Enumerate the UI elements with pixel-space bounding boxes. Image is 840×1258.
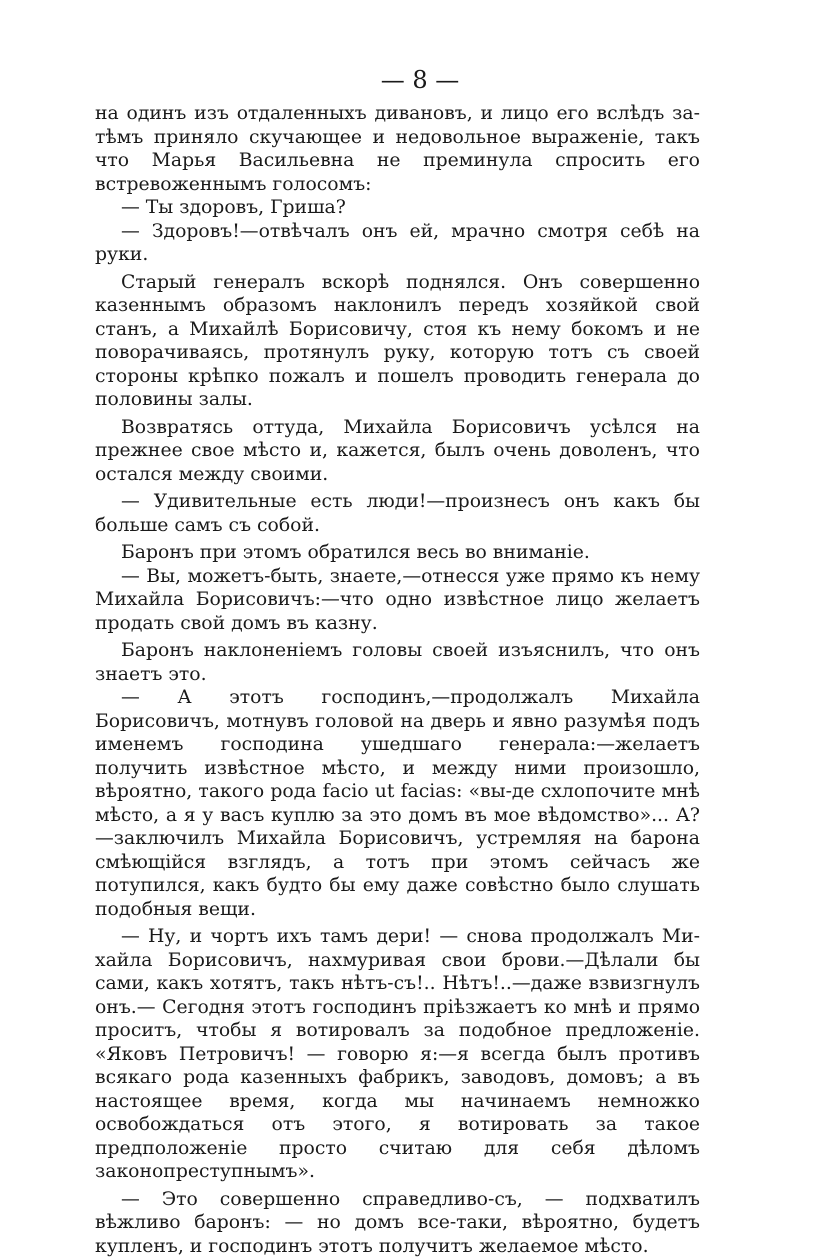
paragraph-8: — Вы, можетъ-быть, знаете,—отнесся уже прямо къ нему Михайла Борисовичъ:—что одно извѣстное лицо желаетъ продать свой домъ въ казну. bbox=[95, 565, 700, 636]
paragraph-7: Баронъ при этомъ обратился весь во вниманіе. bbox=[95, 541, 700, 565]
paragraph-5: Возвратясь оттуда, Михайла Борисовичъ усѣлся на прежнее свое мѣсто и, кажется, былъ очень доволенъ, что остался между своими. bbox=[95, 416, 700, 487]
paragraph-11: — Ну, и чортъ ихъ тамъ дери! — снова продолжалъ Михайла Борисовичъ, нахмуривая свои брови.—Дѣлали бы сами, какъ хотятъ, такъ нѣтъ-съ!.. Нѣтъ!..—даже взвизгнулъ онъ.— Сегодня этотъ господинъ пріѣзжаетъ ко мнѣ и прямо проситъ, чтобы я вотировалъ за подобное предложеніе. «Яковъ Петровичъ! — говорю я:—я всегда былъ противъ всякаго рода казенныхъ фабрикъ, заводовъ, домовъ; а въ настоящее время, когда мы начинаемъ немножко освобождаться отъ этого, я вотировать за такое предположеніе просто считаю для себя дѣломъ законопреступнымъ». bbox=[95, 925, 700, 1184]
paragraph-3: — Здоровъ!—отвѣчалъ онъ ей, мрачно смотря себѣ на руки. bbox=[95, 220, 700, 267]
paragraph-10: — А этотъ господинъ,—продолжалъ Михайла Борисовичъ, мотнувъ головой на дверь и явно разумѣя подъ именемъ господина ушедшаго генерала:—желаетъ получить извѣстное мѣсто, и между ними произошло, вѣроятно, такого рода facio ut facias: «вы-де схлопочите мнѣ мѣсто, а я у васъ куплю за это домъ въ мое вѣдомство»... А?—заключилъ Михайла Борисовичъ, устремляя на барона смѣющійся взглядъ, а тотъ при этомъ сейчасъ же потупился, какъ будто бы ему даже совѣстно было слушать подобныя вещи. bbox=[95, 686, 700, 921]
paragraph-1: на одинъ изъ отдаленныхъ дивановъ, и лицо его вслѣдъ затѣмъ приняло скучающее и недовольное выраженіе, такъ что Марья Васильевна не преминула спросить его встревоженнымъ голосомъ: bbox=[95, 102, 700, 196]
paragraph-6: — Удивительные есть люди!—произнесъ онъ какъ бы больше самъ съ собой. bbox=[95, 490, 700, 537]
paragraph-12: — Это совершенно справедливо-съ, — подхватилъ вѣжливо баронъ: — но домъ все-таки, вѣроятно, будетъ купленъ, и господинъ этотъ получитъ желаемое мѣсто. bbox=[95, 1188, 700, 1258]
page-number: — 8 — bbox=[0, 66, 840, 94]
body-text bbox=[95, 102, 700, 1258]
paragraph-4: Старый генералъ вскорѣ поднялся. Онъ совершенно казеннымъ образомъ наклонилъ передъ хозяйкой свой станъ, а Михайлѣ Борисовичу, стоя къ нему бокомъ и не поворачиваясь, протянулъ руку, которую тотъ съ своей стороны крѣпко пожалъ и пошелъ проводить генерала до половины залы. bbox=[95, 271, 700, 412]
paragraph-2: — Ты здоровъ, Гриша? bbox=[95, 196, 700, 220]
paragraph-9: Баронъ наклоненіемъ головы своей изъяснилъ, что онъ знаетъ это. bbox=[95, 639, 700, 686]
